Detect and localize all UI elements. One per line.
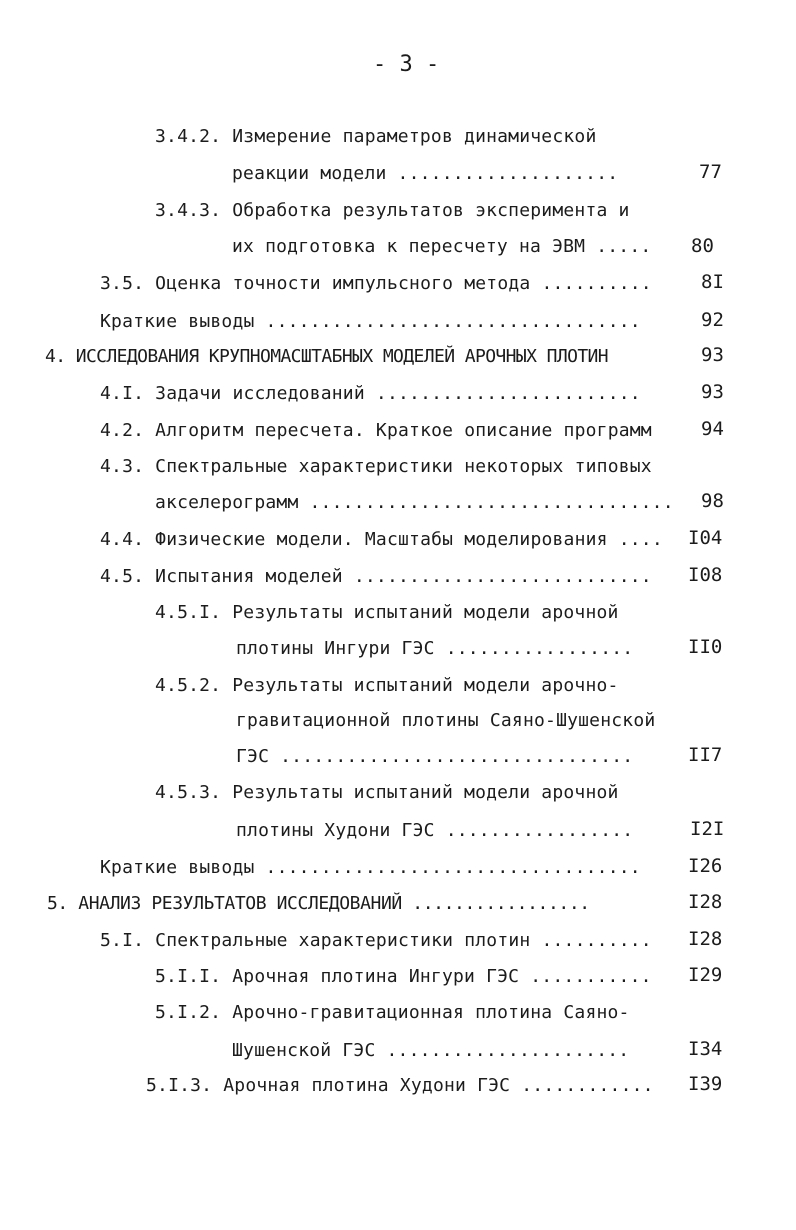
toc-entry-page: I29 bbox=[688, 964, 723, 986]
toc-entry-page: 77 bbox=[699, 161, 722, 183]
toc-entry-page: I34 bbox=[688, 1038, 723, 1060]
toc-entry-page: I08 bbox=[688, 564, 723, 586]
toc-entry-text: Шушенской ГЭС ...................... bbox=[232, 1040, 630, 1061]
toc-entry-text: 4.5.I. Результаты испытаний модели арочной bbox=[155, 602, 619, 623]
toc-entry-page: II0 bbox=[688, 636, 723, 658]
toc-entry-text: Краткие выводы .................................. bbox=[100, 857, 641, 878]
toc-entry-page: I39 bbox=[688, 1073, 723, 1095]
toc-entry-text: 3.5. Оценка точности импульсного метода .......... bbox=[100, 273, 652, 294]
toc-entry-text: 4. ИССЛЕДОВАНИЯ КРУПНОМАСШТАБНЫХ МОДЕЛЕЙ АРОЧНЫХ ПЛОТИН bbox=[45, 346, 609, 367]
toc-entry-text: 4.5.2. Результаты испытаний модели арочно- bbox=[155, 675, 619, 696]
toc-entry-page: 93 bbox=[701, 344, 724, 366]
toc-entry-text: плотины Ингури ГЭС ................. bbox=[236, 638, 634, 659]
toc-entry-page: 94 bbox=[701, 418, 724, 440]
toc-entry-text: реакции модели .................... bbox=[232, 163, 619, 184]
page-number: - 3 - bbox=[373, 52, 440, 77]
toc-entry-text: 5.I.3. Арочная плотина Худони ГЭС ............ bbox=[146, 1075, 654, 1096]
toc-entry-text: 5. АНАЛИЗ РЕЗУЛЬТАТОВ ИССЛЕДОВАНИЙ ................. bbox=[47, 893, 590, 914]
toc-entry-page: I2I bbox=[690, 818, 725, 840]
toc-entry-text: 4.3. Спектральные характеристики некоторых типовых bbox=[100, 456, 652, 477]
toc-entry-page: I28 bbox=[688, 891, 723, 913]
toc-entry-text: их подготовка к пересчету на ЭВМ ..... bbox=[232, 236, 652, 257]
toc-entry-text: 4.I. Задачи исследований ........................ bbox=[100, 383, 641, 404]
toc-entry-text: 5.I. Спектральные характеристики плотин .......... bbox=[100, 930, 652, 951]
toc-entry-page: 80 bbox=[691, 235, 714, 257]
toc-entry-page: I04 bbox=[688, 527, 723, 549]
toc-entry-page: I28 bbox=[688, 928, 723, 950]
toc-entry-text: акселерограмм ................................. bbox=[155, 492, 674, 513]
toc-entry-text: 4.5. Испытания моделей ........................... bbox=[100, 566, 652, 587]
toc-entry-text: плотины Худони ГЭС ................. bbox=[236, 820, 634, 841]
toc-entry-text: 5.I.2. Арочно-гравитационная плотина Саяно- bbox=[155, 1002, 630, 1023]
toc-entry-text: гравитационной плотины Саяно-Шушенской bbox=[236, 710, 656, 731]
toc-entry-text: Краткие выводы .................................. bbox=[100, 311, 641, 332]
toc-entry-page: I26 bbox=[688, 855, 723, 877]
toc-entry-page: II7 bbox=[688, 744, 723, 766]
toc-entry-page: 8I bbox=[701, 271, 724, 293]
toc-entry-text: 4.2. Алгоритм пересчета. Краткое описание программ bbox=[100, 420, 652, 441]
toc-entry-text: ГЭС ................................ bbox=[236, 746, 634, 767]
toc-entry-page: 98 bbox=[701, 490, 724, 512]
toc-entry-text: 3.4.2. Измерение параметров динамической bbox=[155, 126, 597, 147]
toc-entry-text: 5.I.I. Арочная плотина Ингури ГЭС ........... bbox=[155, 966, 652, 987]
toc-entry-text: 3.4.3. Обработка результатов эксперимента и bbox=[155, 200, 630, 221]
toc-entry-page: 93 bbox=[701, 381, 724, 403]
toc-entry-text: 4.4. Физические модели. Масштабы моделирования .... bbox=[100, 529, 663, 550]
toc-entry-text: 4.5.3. Результаты испытаний модели арочной bbox=[155, 782, 619, 803]
toc-entry-page: 92 bbox=[701, 309, 724, 331]
